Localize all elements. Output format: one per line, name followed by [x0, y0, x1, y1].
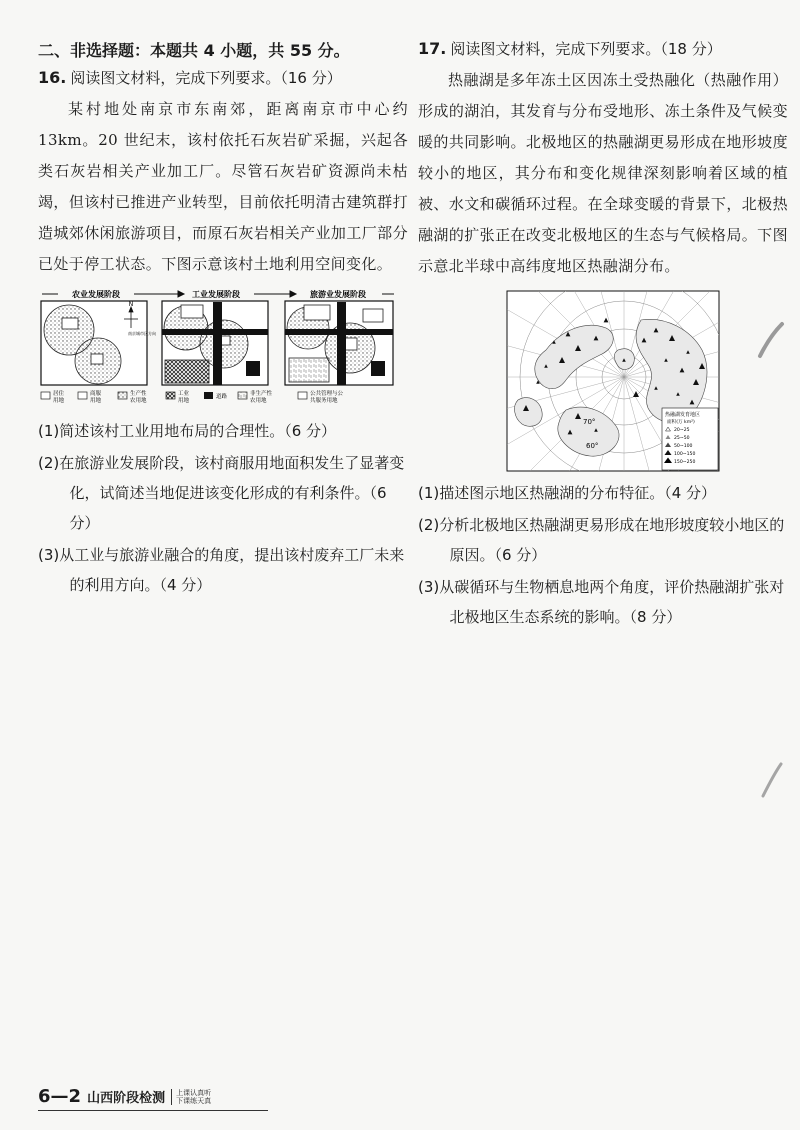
map-legend-item-3: 50~100: [674, 444, 693, 449]
q16-header: [38, 67, 408, 88]
stage-label-agri: 农业发展阶段: [72, 290, 120, 299]
svg-text:农用地: 农用地: [250, 398, 267, 404]
series-slogan: [171, 1089, 211, 1105]
q16-question-3: (3)从工业与旅游业融合的角度，提出该村废弃工厂未来的利用方向。（4 分）: [38, 546, 405, 594]
legend-nonproductive-farmland: 非生产性: [250, 391, 273, 397]
svg-text:用地: 用地: [178, 398, 190, 404]
scan-mark-bottom: [760, 760, 784, 800]
panel-industry: [162, 301, 268, 385]
right-column: [418, 38, 788, 632]
map-legend-subtitle: 面积(万 km²): [667, 420, 695, 425]
panel-agriculture: [41, 301, 156, 385]
scan-mark-top: [756, 320, 786, 360]
left-column: [38, 38, 408, 600]
q17-header: [418, 38, 788, 59]
q17-map-figure: [506, 290, 788, 472]
q16-number: 16.: [38, 68, 67, 87]
land-use-legend: [41, 389, 344, 404]
map-legend-item-1: 20~25: [674, 428, 690, 433]
svg-text:农用地: 农用地: [130, 398, 147, 404]
stage-label-tourism: 旅游业发展阶段: [310, 290, 366, 299]
q16-question-2: (2)在旅游业发展阶段，该村商服用地面积发生了显著变化，试简述当地促进该变化形成的有利条件。（6 分）: [38, 454, 405, 532]
q17-question-3: (3)从碳循环与生物栖息地两个角度，评价热融湖扩张对北极地区生态系统的影响。（8 分）: [418, 578, 785, 626]
q16-question-1: (1)简述该村工业用地布局的合理性。（6 分）: [38, 422, 337, 440]
legend-road: 道路: [216, 394, 228, 400]
slogan-line-1: 上课认真听: [176, 1088, 212, 1097]
footer-rule: [38, 1110, 268, 1111]
legend-public-service: 公共管理与公: [310, 391, 344, 397]
q17-arctic-map: [506, 290, 720, 472]
svg-text:共服务用地: 共服务用地: [310, 398, 338, 404]
svg-text:用地: 用地: [90, 398, 102, 404]
q16-intro: 阅读图文材料，完成下列要求。（16 分）: [70, 69, 342, 87]
map-legend-item-5: 150~250: [674, 460, 696, 465]
q16-land-use-figure: [38, 288, 408, 410]
page-footer: [38, 1086, 211, 1107]
page-code: 6—2: [38, 1086, 82, 1107]
q17-material: 热融湖是多年冻土区因冻土受热融化（热融作用）形成的湖泊，其发育与分布受地形、冻土条件及气候变暖的共同影响。北极地区的热融湖更易形成在地形坡度较小的地区，其分布和变化规律深刻影响着区域的植被、水文和碳循环过程。在全球变暖的背景下，北极热融湖的扩张正在改变北极地区的生态与气候格局。下图示意北半球中高纬度地区热融湖分布。: [418, 71, 788, 275]
stage-label-industry: 工业发展阶段: [192, 290, 240, 299]
q17-number: 17.: [418, 39, 447, 58]
legend-productive-farmland: 生产性: [130, 391, 147, 397]
q16-land-use-diagram: [38, 288, 398, 410]
q16-material: 某村地处南京市东南郊，距离南京市中心约 13km。20 世纪末，该村依托石灰岩矿采掘，兴起各类石灰岩相关产业加工厂。尽管石灰岩矿资源尚未枯竭，但该村已推进产业转型，目前依托明清古建筑群打造城郊休闲旅游项目，而原石灰岩相关产业加工厂部分已处于停工状态。下图示意该村土地利用空间变化。: [38, 100, 408, 273]
q17-intro: 阅读图文材料，完成下列要求。（18 分）: [450, 40, 722, 58]
map-legend-item-2: 25~50: [674, 436, 690, 441]
legend-commercial: 商服: [90, 391, 102, 397]
q17-question-1: (1)描述图示地区热融湖的分布特征。（4 分）: [418, 484, 717, 502]
map-legend-title: 热融湖发育地区: [665, 412, 701, 418]
map-legend: [662, 408, 718, 470]
svg-text:用地: 用地: [53, 398, 65, 404]
legend-residential: 居住: [53, 391, 65, 397]
lat-label-70: 70°: [583, 418, 596, 426]
map-legend-item-4: 100~150: [674, 452, 696, 457]
compass-n: N: [128, 301, 134, 308]
compass-note: 南京城市区方向: [128, 331, 156, 336]
q17-question-2: (2)分析北极地区热融湖更易形成在地形坡度较小地区的原因。（6 分）: [418, 516, 785, 564]
slogan-line-2: 下课练天真: [176, 1096, 212, 1105]
panel-tourism: [285, 301, 393, 385]
lat-label-60: 60°: [586, 442, 599, 450]
section-title: 二、非选择题：本题共 4 小题，共 55 分。: [38, 41, 350, 60]
series-name: 山西阶段检测: [87, 1091, 166, 1106]
legend-industrial: 工业: [178, 391, 190, 397]
